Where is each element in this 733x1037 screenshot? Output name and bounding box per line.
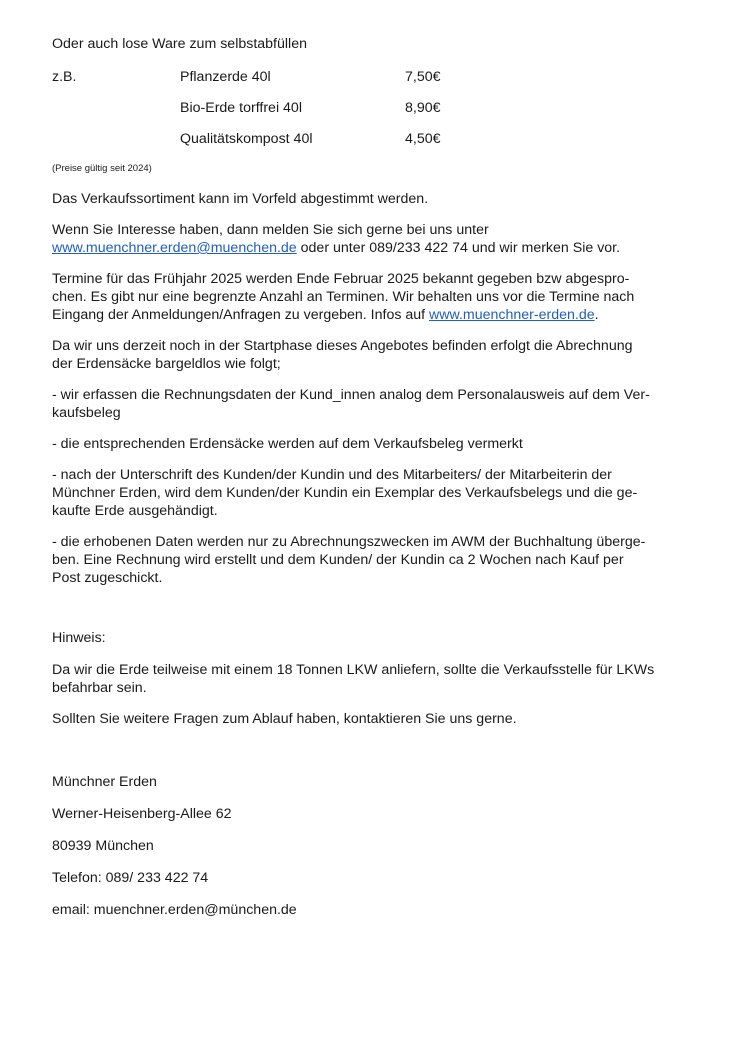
step-4-line-2: ben. Eine Rechnung wird erstellt und dem Kunden/ der Kundin ca 2 Wochen nach Kauf per	[52, 552, 624, 568]
price-item-name: Bio-Erde torffrei 40l	[180, 100, 302, 116]
contact-city: 80939 München	[52, 838, 154, 854]
website-link[interactable]: www.muenchner-erden.de	[429, 307, 595, 323]
step-4-line-1: - die erhobenen Daten werden nur zu Abrechnungszwecken im AWM der Buchhaltung überge-	[52, 534, 646, 550]
abrechnung-line-2: der Erdensäcke bargeldlos wie folgt;	[52, 356, 281, 372]
price-item-name: Qualitätskompost 40l	[180, 131, 313, 147]
price-item-value: 7,50€	[405, 69, 441, 85]
abrechnung-line-1: Da wir uns derzeit noch in der Startphase dieses Angebotes befinden erfolgt die Abrechnung	[52, 338, 633, 354]
hinweis-line-1: Da wir die Erde teilweise mit einem 18 Tonnen LKW anliefern, sollte die Verkaufsstelle für LKWs	[52, 662, 655, 678]
termine-line-1: Termine für das Frühjahr 2025 werden Ende Februar 2025 bekannt gegeben bzw abgespro-	[52, 271, 630, 287]
fragen-text: Sollten Sie weitere Fragen zum Ablauf haben, kontaktieren Sie uns gerne.	[52, 711, 517, 727]
hinweis-line-2: befahrbar sein.	[52, 680, 147, 696]
price-item-value: 4,50€	[405, 131, 441, 147]
termine-line-3	[52, 306, 599, 324]
email-link[interactable]: www.muenchner.erden@muenchen.de	[52, 240, 297, 256]
step-3-line-2: Münchner Erden, wird dem Kunden/der Kundin ein Exemplar des Verkaufsbelegs und die ge-	[52, 485, 638, 501]
step-3-line-1: - nach der Unterschrift des Kunden/der Kundin und des Mitarbeiters/ der Mitarbeiterin der	[52, 467, 612, 483]
price-item-value: 8,90€	[405, 100, 441, 116]
interesse-line-2	[52, 239, 620, 257]
step-3-line-3: kaufte Erde ausgehändigt.	[52, 503, 218, 519]
step-4-line-3: Post zugeschickt.	[52, 570, 163, 586]
interesse-line-1: Wenn Sie Interesse haben, dann melden Sie sich gerne bei uns unter	[52, 222, 489, 238]
step-1-line-2: kaufsbeleg	[52, 405, 121, 421]
price-item-name: Pflanzerde 40l	[180, 69, 271, 85]
hinweis-title: Hinweis:	[52, 630, 106, 646]
step-1-line-1: - wir erfassen die Rechnungsdaten der Kund_innen analog dem Personalausweis auf dem Ver-	[52, 387, 650, 403]
contact-email: email: muenchner.erden@münchen.de	[52, 902, 297, 918]
example-label: z.B.	[52, 69, 77, 85]
termine-line-2: chen. Es gibt nur eine begrenzte Anzahl an Terminen. Wir behalten uns vor die Termine nach	[52, 289, 635, 305]
interesse-line-2-rest: oder unter 089/233 422 74 und wir merken Sie vor.	[296, 240, 621, 256]
price-note: (Preise gültig seit 2024)	[52, 163, 152, 174]
step-2-line-1: - die entsprechenden Erdensäcke werden auf dem Verkaufsbeleg vermerkt	[52, 436, 523, 452]
contact-phone: Telefon: 089/ 233 422 74	[52, 870, 209, 886]
contact-name: Münchner Erden	[52, 774, 157, 790]
contact-street: Werner-Heisenberg-Allee 62	[52, 806, 232, 822]
termine-line-3-start: Eingang der Anmeldungen/Anfragen zu vergeben. Infos auf	[52, 307, 430, 323]
termine-line-3-end: .	[594, 307, 599, 323]
intro-text: Oder auch lose Ware zum selbstabfüllen	[52, 36, 307, 52]
sortiment-text: Das Verkaufssortiment kann im Vorfeld abgestimmt werden.	[52, 191, 429, 207]
